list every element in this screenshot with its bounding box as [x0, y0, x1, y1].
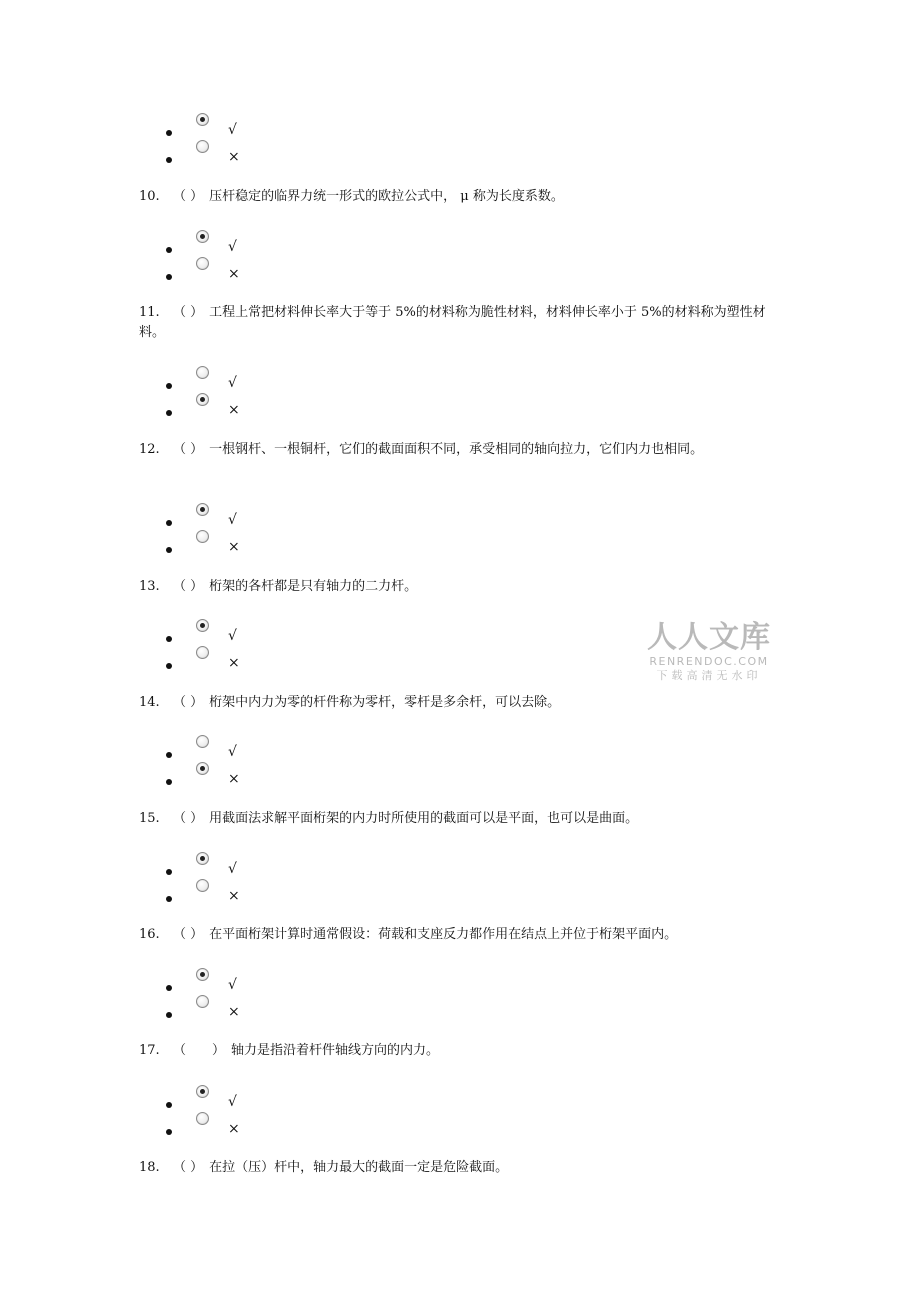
question-number: 13. [139, 579, 160, 594]
list-bullet [166, 383, 172, 389]
list-bullet [166, 157, 172, 163]
question-number: 12. [139, 442, 160, 457]
question-18 [139, 1158, 508, 1178]
watermark-url: RENRENDOC.COM [649, 655, 769, 668]
question-text: 一根钢杆、一根铜杆，它们的截面面积不同，承受相同的轴向拉力，它们内力也相同。 [209, 442, 704, 457]
option-false-label: × [228, 1004, 240, 1020]
watermark-logo [644, 621, 774, 683]
list-bullet [166, 1129, 172, 1135]
question-number: 18. [139, 1160, 160, 1175]
question-text: 用截面法求解平面桁架的内力时所使用的截面可以是平面，也可以是曲面。 [209, 811, 639, 826]
question-number: 10. [139, 189, 160, 204]
question-13 [139, 577, 417, 597]
option-false-q15[interactable] [0, 887, 920, 909]
option-true-q16[interactable] [0, 976, 920, 998]
option-false-label: × [228, 888, 240, 904]
answer-blank: （ ） [173, 811, 204, 826]
list-bullet [166, 1102, 172, 1108]
option-false-label: × [228, 771, 240, 787]
question-text: 在平面桁架计算时通常假设：荷载和支座反力都作用在结点上并位于桁架平面内。 [209, 927, 678, 942]
option-true-label: √ [228, 744, 237, 760]
list-bullet [166, 896, 172, 902]
answer-blank: （ ） [173, 189, 204, 204]
radio-button[interactable] [196, 1112, 209, 1125]
list-bullet [166, 663, 172, 669]
radio-button-selected[interactable] [196, 230, 209, 243]
option-false-label: × [228, 149, 240, 165]
radio-button[interactable] [196, 257, 209, 270]
list-bullet [166, 410, 172, 416]
option-false-label: × [228, 266, 240, 282]
option-false-label: × [228, 655, 240, 671]
option-true-label: √ [228, 977, 237, 993]
answer-blank: （ ） [173, 1043, 226, 1058]
list-bullet [166, 247, 172, 253]
radio-button[interactable] [196, 366, 209, 379]
radio-button-selected[interactable] [196, 852, 209, 865]
question-number: 16. [139, 927, 160, 942]
question-text: 压杆稳定的临界力统一形式的欧拉公式中， μ 称为长度系数。 [209, 189, 564, 204]
option-true-q11[interactable] [0, 374, 920, 396]
radio-button-selected[interactable] [196, 503, 209, 516]
watermark-tagline: 下载高清无水印 [656, 669, 762, 682]
option-false-q11[interactable] [0, 401, 920, 423]
option-true-label: √ [228, 512, 237, 528]
list-bullet [166, 520, 172, 526]
option-true-label: √ [228, 1094, 237, 1110]
option-false-q17[interactable] [0, 1120, 920, 1142]
radio-button[interactable] [196, 646, 209, 659]
question-number: 14. [139, 695, 160, 710]
option-true-q10[interactable] [0, 238, 920, 260]
question-17 [139, 1041, 439, 1061]
watermark-title: 人人文库 [647, 620, 771, 655]
option-false-label: × [228, 539, 240, 555]
question-text: 桁架的各杆都是只有轴力的二力杆。 [209, 579, 418, 594]
list-bullet [166, 130, 172, 136]
question-10 [139, 187, 564, 207]
option-true-label: √ [228, 861, 237, 877]
list-bullet [166, 547, 172, 553]
radio-button[interactable] [196, 879, 209, 892]
question-11 [139, 303, 779, 343]
question-text: 桁架中内力为零的杆件称为零杆，零杆是多余杆，可以去除。 [209, 695, 561, 710]
radio-button-selected[interactable] [196, 619, 209, 632]
radio-button[interactable] [196, 735, 209, 748]
option-false-label: × [228, 402, 240, 418]
list-bullet [166, 274, 172, 280]
question-text: 轴力是指沿着杆件轴线方向的内力。 [231, 1043, 440, 1058]
answer-blank: （ ） [173, 1160, 204, 1175]
option-false-label: × [228, 1121, 240, 1137]
option-true-q17[interactable] [0, 1093, 920, 1115]
question-text: 在拉（压）杆中，轴力最大的截面一定是危险截面。 [209, 1160, 509, 1175]
radio-button[interactable] [196, 995, 209, 1008]
option-true-q15[interactable] [0, 860, 920, 882]
list-bullet [166, 779, 172, 785]
answer-blank: （ ） [173, 927, 204, 942]
radio-button[interactable] [196, 530, 209, 543]
list-bullet [166, 985, 172, 991]
question-number: 15. [139, 811, 160, 826]
list-bullet [166, 636, 172, 642]
option-false-q9[interactable] [0, 148, 920, 170]
list-bullet [166, 1012, 172, 1018]
radio-button-selected[interactable] [196, 113, 209, 126]
option-true-label: √ [228, 628, 237, 644]
question-15 [139, 809, 638, 829]
option-true-label: √ [228, 122, 237, 138]
radio-button-selected[interactable] [196, 393, 209, 406]
list-bullet [166, 752, 172, 758]
option-false-q12[interactable] [0, 538, 920, 560]
question-14 [139, 693, 560, 713]
answer-blank: （ ） [173, 695, 204, 710]
answer-blank: （ ） [173, 305, 204, 320]
option-true-q13[interactable] [0, 627, 920, 649]
question-16 [139, 925, 677, 945]
option-true-q12[interactable] [0, 511, 920, 533]
option-false-q10[interactable] [0, 265, 920, 287]
radio-button-selected[interactable] [196, 762, 209, 775]
option-true-label: √ [228, 239, 237, 255]
answer-blank: （ ） [173, 579, 204, 594]
option-false-q16[interactable] [0, 1003, 920, 1025]
question-number: 17. [139, 1043, 160, 1058]
question-text: 工程上常把材料伸长率大于等于 5%的材料称为脆性材料，材料伸长率小于 5%的材料称为塑性材料。 [139, 305, 766, 340]
option-true-q9[interactable] [0, 121, 920, 143]
radio-button-selected[interactable] [196, 1085, 209, 1098]
answer-blank: （ ） [173, 442, 204, 457]
option-true-label: √ [228, 375, 237, 391]
option-false-q14[interactable] [0, 770, 920, 792]
list-bullet [166, 869, 172, 875]
question-12 [139, 440, 703, 460]
option-false-q13[interactable] [0, 654, 920, 676]
question-number: 11. [139, 305, 160, 320]
radio-button-selected[interactable] [196, 968, 209, 981]
option-true-q14[interactable] [0, 743, 920, 765]
radio-button[interactable] [196, 140, 209, 153]
